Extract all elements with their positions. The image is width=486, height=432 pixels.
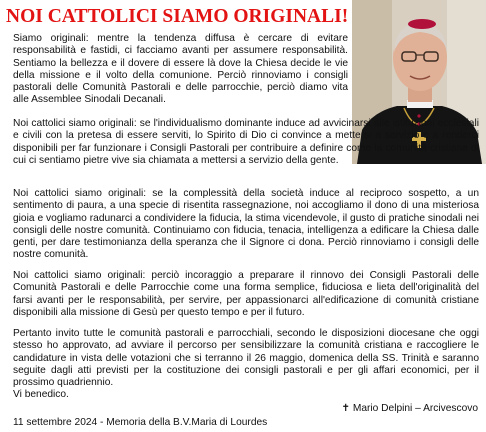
paragraph-5: Pertanto invito tutte le comunità pastorali e parrocchiali, secondo le disposizioni diocesane che oggi stesso ho approvato, ad avviare il percorso per sensibilizzare la comunità cristiana e raccogliere le candidature in vista delle votazioni che si terranno il 26 maggio, domenica della SS. Trinità e saranno seguite dagli atti previsti per la costituzione dei consigli pastorali e per gli affari economici, per il prossimo quadriennio. Vi benedico. [13, 328, 479, 401]
date-line: 11 settembre 2024 - Memoria della B.V.Maria di Lourdes [13, 417, 268, 428]
page-title: NOI CATTOLICI SIAMO ORIGINALI! [6, 6, 349, 27]
paragraph-1: Siamo originali: mentre la tendenza diffusa è cercare di evitare responsabilità e fastidi, ci facciamo avanti per assumere responsabilità. Sentiamo la bellezza e il dovere di essere là dove la Chiesa decide le vie della missione e il volto della comunione. Perciò rinnoviamo i consigli pastorali delle Comunità Pastorali e delle parrocchie, perciò diamo vita alle Assemblee Sinodali Decanali. [13, 33, 348, 106]
signature: ✝ Mario Delpini – Arcivescovo [341, 403, 478, 414]
paragraph-3: Noi cattolici siamo originali: se la complessità della società induce al reciproco sospetto, a un sentimento di paura, a una specie di risentita rassegnazione, noi accogliamo il dono di una misteriosa gioia e vogliamo radunarci a condividere la fiducia, la stima vicendevole, il gusto di pratiche sinodali nei consigli delle nostre comunità. Continuiamo con fiducia, tenacia, intelligenza a edificare la Chiesa dalle genti, per dare testimonianza della speranza che il Signore ci dona. Perciò rinnoviamo i consigli delle nostre comunità. [13, 188, 479, 261]
paragraph-4: Noi cattolici siamo originali: perciò incoraggio a preparare il rinnovo dei Consigli Pastorali delle Comunità Pastorali e delle Parrocchie come una forma semplice, fiduciosa e lieta dell'originalità del farsi avanti per le responsabilità, per servire, per appassionarci all'edificazione di comunità cristiane disponibili alla missione di Gesù per questo tempo e per il futuro. [13, 270, 479, 318]
paragraph-2: Noi cattolici siamo originali: se l'individualismo dominante induce ad avvicinarsi alle istituzioni ecclesiali e civili con la pretesa di essere serviti, lo Spirito di Dio ci convince a mettersi a servizio e a renderci disponibili per far funzionare i Consigli Pastorali per contribuire a definire come la comunità cristiana di cui ci sentiamo pietre vive sia chiamata a mettersi a servizio della gente. [13, 118, 479, 166]
